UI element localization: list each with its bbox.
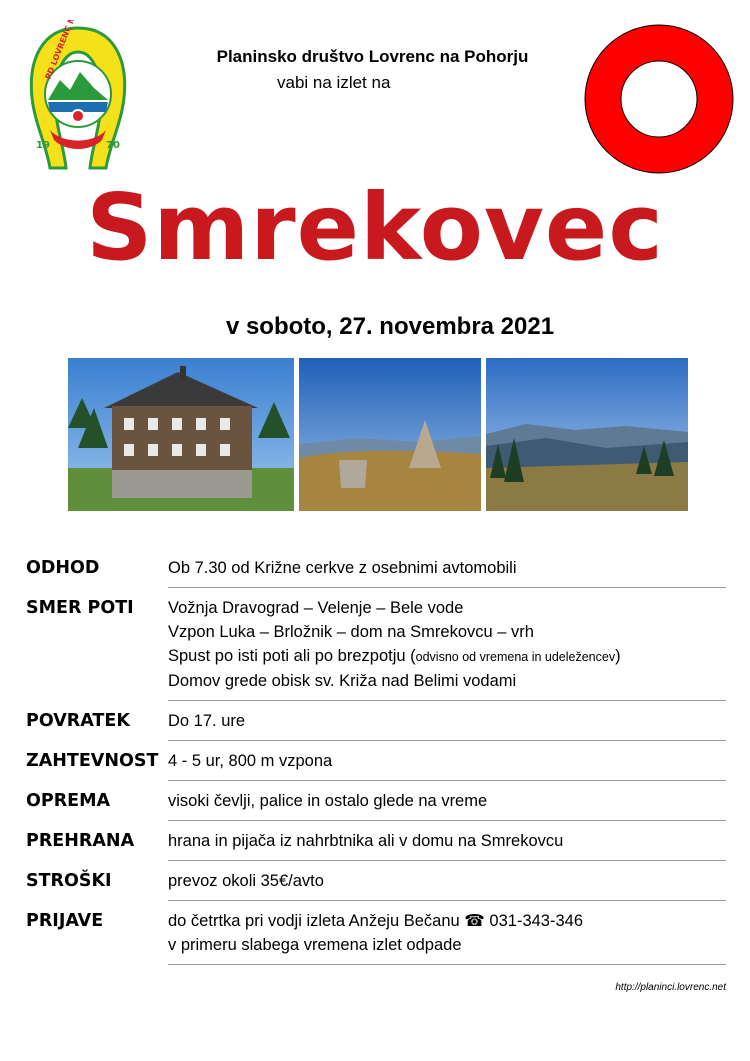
detail-row-povratek bbox=[26, 701, 726, 741]
detail-row-oprema bbox=[26, 781, 726, 821]
detail-label: POVRATEK bbox=[26, 711, 130, 731]
detail-value bbox=[168, 861, 726, 901]
footer-url[interactable]: http://planinci.lovrenc.net bbox=[615, 982, 726, 993]
detail-line: Vožnja Dravograd – Velenje – Bele vode bbox=[168, 599, 464, 617]
detail-label: PREHRANA bbox=[26, 831, 135, 851]
detail-line bbox=[168, 909, 726, 933]
detail-label: OPREMA bbox=[26, 791, 111, 811]
detail-line: prevoz okoli 35€/avto bbox=[168, 872, 324, 890]
organization-name: Planinsko društvo Lovrenc na Pohorju bbox=[216, 47, 529, 66]
detail-label: ODHOD bbox=[26, 558, 100, 578]
detail-text: Spust po isti poti ali po brezpotju bbox=[168, 647, 406, 665]
page-title: Smrekovec bbox=[86, 174, 664, 281]
paren-close: ) bbox=[615, 647, 621, 665]
detail-row-stroski bbox=[26, 861, 726, 901]
detail-row-prijave bbox=[26, 901, 726, 965]
red-ring-icon bbox=[584, 24, 734, 174]
phone-number: 031-343-346 bbox=[489, 912, 583, 930]
event-date: v soboto, 27. novembra 2021 bbox=[225, 313, 555, 340]
detail-row-odhod bbox=[26, 548, 726, 588]
club-logo bbox=[22, 20, 134, 172]
paren-open: ( bbox=[410, 647, 416, 665]
mountain-view-photo bbox=[486, 358, 688, 511]
detail-line: hrana in pijača iz nahrbtnika ali v domu na Smrekovcu bbox=[168, 832, 564, 850]
phone-icon: ☎ bbox=[464, 912, 485, 930]
detail-value bbox=[168, 741, 726, 781]
trip-details bbox=[26, 548, 726, 965]
detail-label: STROŠKI bbox=[26, 871, 112, 891]
detail-line: Ob 7.30 od Križne cerkve z osebnimi avtomobili bbox=[168, 559, 517, 577]
detail-value bbox=[168, 548, 726, 588]
detail-line: Vzpon Luka – Brložnik – dom na Smrekovcu – vrh bbox=[168, 623, 534, 641]
detail-text: do četrtka pri vodji izleta Anžeju Bečanu bbox=[168, 912, 460, 930]
detail-label: ZAHTEVNOST bbox=[26, 751, 159, 771]
detail-row-prehrana bbox=[26, 821, 726, 861]
detail-line: 4 - 5 ur, 800 m vzpona bbox=[168, 752, 333, 770]
detail-line: v primeru slabega vremena izlet odpade bbox=[168, 936, 462, 954]
logo-year-left: 19 bbox=[36, 140, 50, 151]
detail-value bbox=[168, 701, 726, 741]
detail-row-smer-poti bbox=[26, 588, 726, 701]
logo-year-right: 70 bbox=[106, 140, 120, 151]
detail-line: visoki čevlji, palice in ostalo glede na vreme bbox=[168, 792, 488, 810]
summit-cairn-photo bbox=[299, 358, 481, 511]
detail-line bbox=[168, 644, 726, 669]
detail-value bbox=[168, 821, 726, 861]
mountain-hut-photo bbox=[68, 358, 294, 511]
detail-line: Domov grede obisk sv. Križa nad Belimi vodami bbox=[168, 672, 517, 690]
invite-text: vabi na izlet na bbox=[277, 73, 391, 92]
detail-value bbox=[168, 901, 726, 965]
detail-value bbox=[168, 588, 726, 701]
detail-note: odvisno od vremena in udeležencev bbox=[415, 650, 616, 664]
detail-label: PRIJAVE bbox=[26, 911, 104, 931]
detail-label: SMER POTI bbox=[26, 598, 134, 618]
detail-value bbox=[168, 781, 726, 821]
detail-line: Do 17. ure bbox=[168, 712, 246, 730]
detail-row-zahtevnost bbox=[26, 741, 726, 781]
